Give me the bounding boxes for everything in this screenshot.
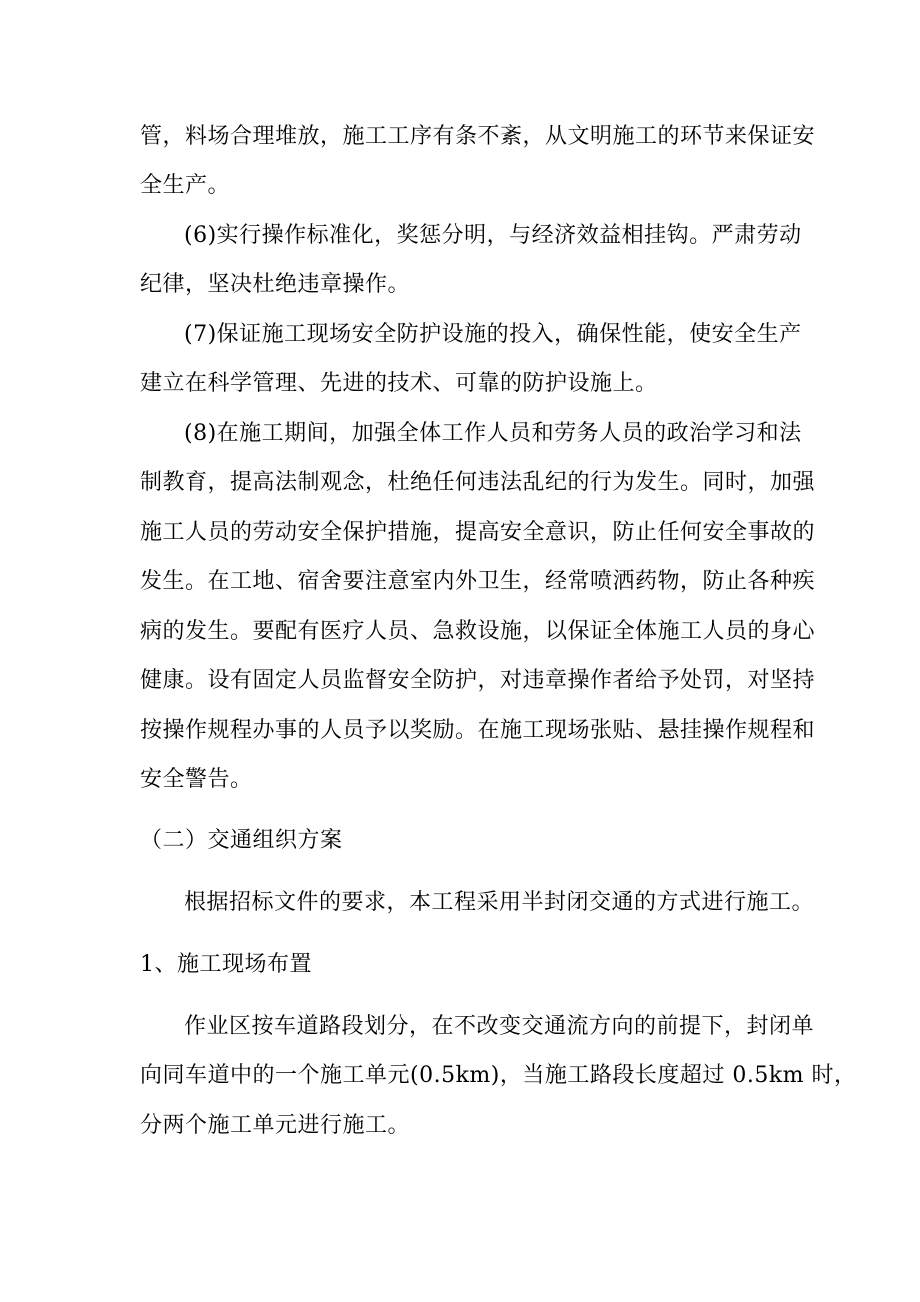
paragraph-line: 施工人员的劳动安全保护措施，提高安全意识，防止任何安全事故的 xyxy=(140,520,816,545)
paragraph-line: 向同车道中的一个施工单元(0.5km)，当施工路段长度超过 0.5km 时， xyxy=(140,1063,857,1088)
paragraph-line: 纪律，坚决杜绝违章操作。 xyxy=(140,272,411,297)
paragraph-line: 分两个施工单元进行施工。 xyxy=(140,1113,411,1138)
subsection-heading: 1、施工现场布置 xyxy=(140,952,312,977)
paragraph-line: 建立在科学管理、先进的技术、可靠的防护设施上。 xyxy=(140,371,658,396)
paragraph-line: 根据招标文件的要求，本工程采用半封闭交通的方式进行施工。 xyxy=(184,890,815,915)
paragraph-line: (8)在施工期间，加强全体工作人员和劳务人员的政治学习和法 xyxy=(184,421,802,446)
paragraph-line: 作业区按车道路段划分，在不改变交通流方向的前提下，封闭单 xyxy=(184,1014,815,1039)
section-heading: （二）交通组织方案 xyxy=(140,828,343,853)
paragraph-line: 发生。在工地、宿舍要注意室内外卫生，经常喷洒药物，防止各种疾 xyxy=(140,569,816,594)
paragraph-line: 全生产。 xyxy=(140,173,231,198)
paragraph-line: 健康。设有固定人员监督安全防护，对违章操作者给予处罚，对坚持 xyxy=(140,668,816,693)
paragraph-line: (6)实行操作标准化，奖惩分明，与经济效益相挂钩。严肃劳动 xyxy=(184,223,802,248)
paragraph-line: 制教育，提高法制观念，杜绝任何违法乱纪的行为发生。同时，加强 xyxy=(140,470,816,495)
paragraph-line: 按操作规程办事的人员予以奖励。在施工现场张贴、悬挂操作规程和 xyxy=(140,718,816,743)
paragraph-line: (7)保证施工现场安全防护设施的投入，确保性能，使安全生产 xyxy=(184,322,802,347)
paragraph-line: 管，料场合理堆放，施工工序有条不紊，从文明施工的环节来保证安 xyxy=(140,124,816,149)
paragraph-line: 病的发生。要配有医疗人员、急救设施，以保证全体施工人员的身心 xyxy=(140,619,816,644)
paragraph-line: 安全警告。 xyxy=(140,767,253,792)
